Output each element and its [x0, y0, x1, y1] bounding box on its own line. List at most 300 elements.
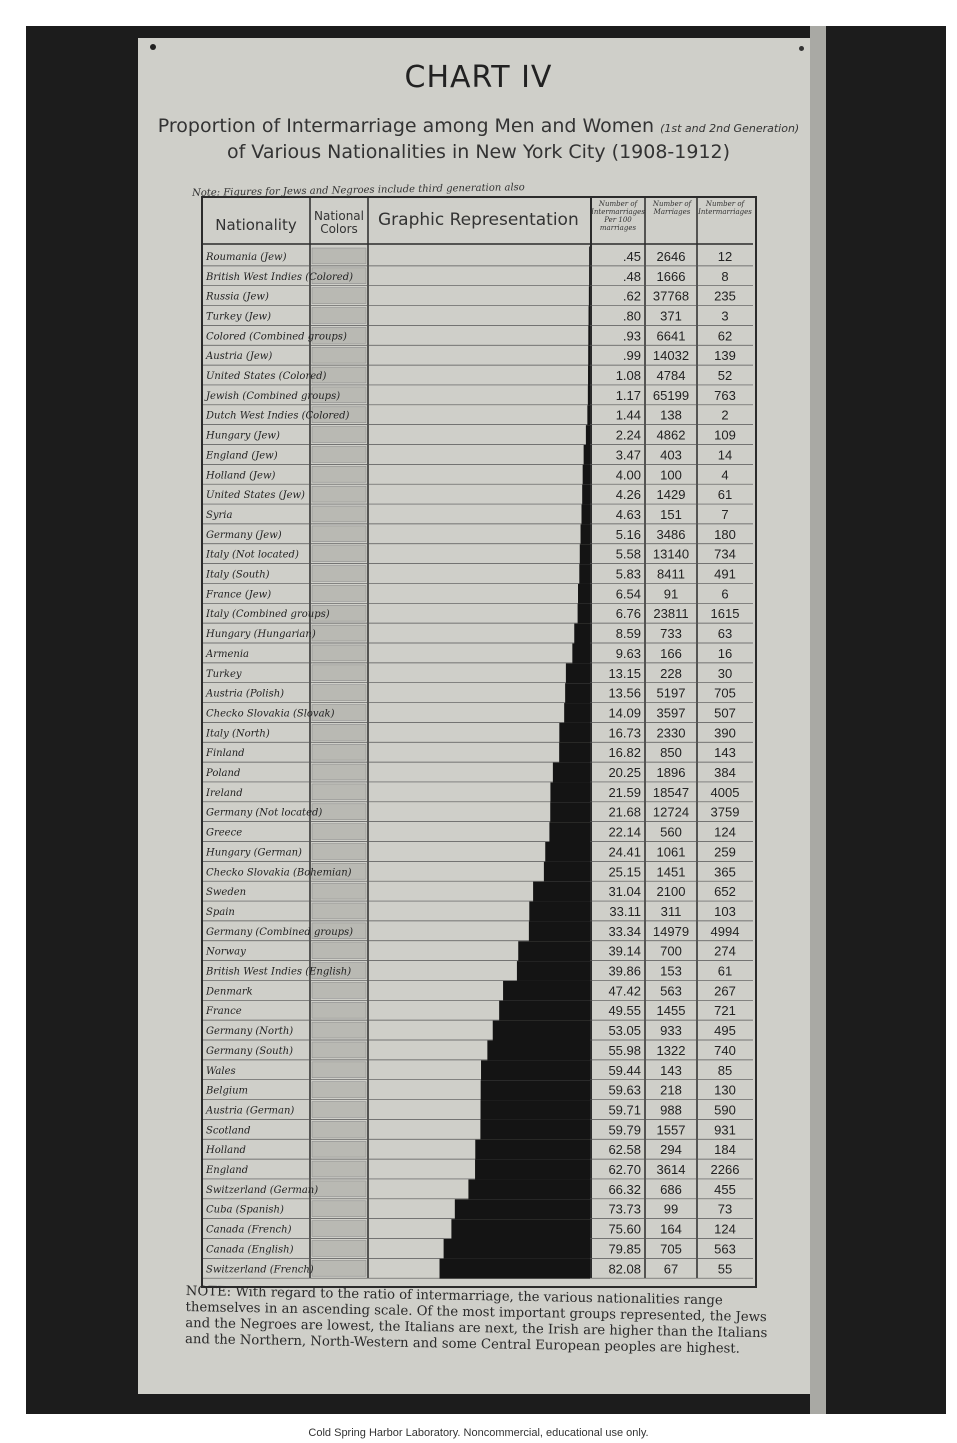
category-label: Italy (Not located)	[206, 549, 299, 561]
value-intermarriages: 109	[714, 427, 736, 443]
value-intermarriages: 85	[717, 1062, 733, 1078]
category-label: Germany (Combined groups)	[206, 926, 354, 938]
category-label: Austria (German)	[206, 1105, 295, 1117]
value-marriages: 151	[660, 506, 682, 522]
bar	[572, 644, 590, 664]
category-label: Russia (Jew)	[206, 291, 269, 303]
category-label: British West Indies (Colored)	[206, 271, 354, 283]
value-marriages: 4784	[656, 368, 686, 384]
category-label: Hungary (German)	[206, 847, 302, 859]
category-label: Armenia	[206, 648, 250, 660]
value-marriages: 2330	[656, 725, 686, 741]
value-marriages: 1896	[656, 765, 686, 781]
bar	[566, 663, 590, 683]
bar	[481, 1100, 590, 1120]
flag-swatch	[312, 288, 366, 304]
value-intermarriage-rate: 5.58	[615, 546, 641, 562]
bar	[582, 505, 590, 525]
bar	[455, 1199, 590, 1219]
value-marriages: 3486	[656, 526, 686, 542]
header-nationality: Nationality	[215, 216, 297, 234]
flag-swatch	[312, 447, 366, 463]
category-label: Scotland	[206, 1125, 251, 1137]
flag-swatch	[312, 685, 366, 701]
bar	[481, 1060, 590, 1080]
flag-swatch	[312, 824, 366, 840]
category-label: France (Jew)	[206, 589, 272, 601]
value-intermarriages: 130	[714, 1082, 736, 1098]
value-marriages: 8411	[657, 566, 685, 582]
category-label: Austria (Jew)	[206, 351, 273, 363]
category-label: Greece	[206, 827, 243, 839]
bar	[588, 326, 590, 346]
bar	[493, 1021, 590, 1041]
flag-swatch	[312, 1082, 366, 1098]
value-intermarriage-rate: 13.15	[608, 665, 641, 681]
value-intermarriage-rate: 47.42	[608, 983, 641, 999]
value-intermarriages: 652	[714, 884, 736, 900]
value-intermarriage-rate: 6.54	[615, 586, 641, 602]
category-label: Holland	[206, 1145, 246, 1157]
value-marriages: 4862	[656, 427, 686, 443]
category-label: Italy (Combined groups)	[206, 609, 330, 621]
value-intermarriages: 63	[717, 626, 733, 642]
value-intermarriages: 6	[721, 586, 729, 602]
value-intermarriage-rate: 13.56	[608, 685, 641, 701]
value-intermarriages: 3759	[710, 804, 740, 820]
value-marriages: 14979	[652, 923, 690, 939]
bar	[550, 802, 590, 822]
value-marriages: 294	[660, 1142, 682, 1158]
value-intermarriages: 143	[714, 745, 736, 761]
bar	[487, 1041, 590, 1061]
value-marriages: 733	[660, 626, 682, 642]
bar	[582, 485, 590, 505]
category-label: Canada (French)	[206, 1224, 292, 1236]
flag-swatch	[312, 1181, 366, 1197]
bar	[584, 445, 590, 465]
category-label: Colored (Combined groups)	[206, 331, 347, 343]
bar	[545, 842, 590, 862]
flag-swatch	[312, 1201, 366, 1217]
value-intermarriage-rate: .62	[622, 288, 641, 304]
value-intermarriage-rate: .80	[622, 308, 641, 324]
bar	[578, 604, 590, 624]
value-intermarriage-rate: 39.14	[608, 943, 641, 959]
value-intermarriage-rate: 21.59	[608, 784, 641, 800]
value-intermarriages: 740	[714, 1042, 736, 1058]
value-marriages: 228	[660, 665, 682, 681]
category-label: Germany (Not located)	[206, 807, 323, 819]
value-intermarriage-rate: 6.76	[615, 606, 641, 622]
value-intermarriages: 30	[717, 665, 733, 681]
value-intermarriage-rate: 4.00	[615, 467, 641, 483]
category-label: France	[206, 1006, 242, 1018]
value-intermarriages: 3	[721, 308, 729, 324]
category-label: Austria (Polish)	[206, 688, 285, 700]
value-intermarriage-rate: 59.79	[608, 1122, 641, 1138]
value-marriages: 6641	[656, 328, 686, 344]
flag-swatch	[312, 308, 366, 324]
flag-swatch	[312, 1042, 366, 1058]
value-marriages: 1322	[656, 1042, 686, 1058]
value-intermarriages: 705	[714, 685, 736, 701]
category-label: Jewish (Combined groups)	[206, 390, 341, 402]
value-marriages: 1455	[656, 1003, 686, 1019]
category-label: Finland	[206, 748, 245, 760]
flag-swatch	[312, 764, 366, 780]
category-label: Roumania (Jew)	[206, 251, 287, 263]
flag-swatch	[312, 1161, 366, 1177]
category-label: Ireland	[206, 787, 243, 799]
flag-swatch	[312, 486, 366, 502]
flag-swatch	[312, 744, 366, 760]
value-marriages: 933	[660, 1023, 682, 1039]
bar	[475, 1140, 590, 1160]
bar	[588, 366, 590, 386]
value-marriages: 403	[660, 447, 682, 463]
category-label: Germany (Jew)	[206, 529, 282, 541]
category-label: Checko Slovakia (Bohemian)	[206, 867, 352, 879]
flag-swatch	[312, 1241, 366, 1257]
category-label: British West Indies (English)	[206, 966, 352, 978]
bar	[586, 425, 590, 445]
value-intermarriages: 931	[714, 1122, 736, 1138]
value-intermarriage-rate: 33.11	[609, 903, 641, 919]
value-intermarriage-rate: 4.63	[615, 506, 641, 522]
flag-swatch	[312, 526, 366, 542]
bar	[559, 743, 590, 763]
flag-swatch	[312, 844, 366, 860]
header-number-of-marriages: Number of Marriages	[652, 200, 692, 216]
value-marriages: 3614	[656, 1162, 686, 1178]
value-intermarriage-rate: 82.08	[608, 1261, 641, 1277]
category-label: Turkey (Jew)	[206, 311, 271, 323]
flag-swatch	[312, 943, 366, 959]
bar	[517, 961, 590, 981]
value-intermarriages: 384	[714, 765, 736, 781]
value-intermarriages: 14	[717, 447, 733, 463]
value-intermarriages: 4994	[710, 923, 740, 939]
value-intermarriages: 259	[714, 844, 736, 860]
value-intermarriage-rate: 59.71	[608, 1102, 641, 1118]
category-label: Turkey	[206, 668, 242, 680]
category-label: Italy (South)	[206, 569, 270, 581]
value-marriages: 13140	[652, 546, 690, 562]
value-intermarriages: 495	[714, 1023, 736, 1039]
flag-swatch	[312, 248, 366, 264]
value-intermarriages: 734	[714, 546, 736, 562]
bar	[581, 524, 590, 544]
category-label: United States (Jew)	[206, 490, 305, 502]
note-bottom: NOTE: With regard to the ratio of intermarriage, the various nationalities range themselves in an ascending scale. Of the most important groups represented, the Jews and the Negroes are lowest, the Italians are next, the Irish are higher than the Italians and the Northern, North-Western and some Central European peoples are highest.	[184, 1284, 768, 1357]
bar	[579, 564, 590, 584]
category-label: Hungary (Hungarian)	[206, 629, 316, 641]
bar	[564, 703, 590, 723]
flag-swatch	[312, 1002, 366, 1018]
bar	[589, 306, 590, 326]
bar	[503, 981, 590, 1001]
value-marriages: 138	[660, 407, 682, 423]
category-label: England	[206, 1165, 249, 1177]
header-intermarriages-per-100: Number of Intermarriages Per 100 marriages	[591, 200, 645, 232]
flag-swatch	[312, 625, 366, 641]
flag-swatch	[312, 546, 366, 562]
category-label: Switzerland (French)	[206, 1264, 314, 1276]
category-label: Hungary (Jew)	[206, 430, 280, 442]
value-intermarriage-rate: 25.15	[608, 864, 641, 880]
value-intermarriages: 73	[717, 1201, 733, 1217]
value-marriages: 3597	[656, 705, 686, 721]
bar	[480, 1120, 590, 1140]
value-marriages: 37768	[652, 288, 690, 304]
value-intermarriages: 55	[717, 1261, 733, 1277]
category-label: Norway	[206, 946, 246, 958]
value-intermarriage-rate: 59.63	[608, 1082, 641, 1098]
value-marriages: 5197	[656, 685, 686, 701]
value-intermarriages: 274	[714, 943, 736, 959]
value-intermarriage-rate: 4.26	[615, 487, 641, 503]
bar	[529, 921, 590, 941]
value-intermarriage-rate: 59.44	[608, 1062, 641, 1078]
bar	[565, 683, 590, 703]
value-intermarriages: 52	[717, 368, 733, 384]
value-intermarriages: 2	[721, 407, 729, 423]
category-label: Cuba (Spanish)	[206, 1204, 284, 1216]
flag-swatch	[312, 1260, 366, 1276]
value-intermarriage-rate: 14.09	[608, 705, 641, 721]
value-marriages: 99	[663, 1201, 679, 1217]
flag-swatch	[312, 466, 366, 482]
flag-swatch	[312, 1221, 366, 1237]
value-intermarriage-rate: 8.59	[615, 626, 641, 642]
value-marriages: 23811	[653, 606, 689, 622]
value-marriages: 1666	[656, 268, 686, 284]
value-intermarriage-rate: 22.14	[608, 824, 641, 840]
value-intermarriage-rate: 2.24	[615, 427, 641, 443]
bar	[440, 1259, 590, 1279]
value-intermarriage-rate: .48	[622, 268, 641, 284]
value-intermarriages: 365	[714, 864, 736, 880]
bar	[451, 1219, 590, 1239]
value-intermarriages: 103	[714, 903, 736, 919]
category-label: Spain	[206, 906, 235, 918]
value-intermarriage-rate: 31.04	[608, 884, 641, 900]
flag-swatch	[312, 903, 366, 919]
flag-swatch	[312, 347, 366, 363]
value-marriages: 153	[660, 963, 682, 979]
value-intermarriage-rate: 66.32	[608, 1181, 641, 1197]
value-intermarriages: 139	[714, 348, 736, 364]
value-intermarriage-rate: 5.83	[615, 566, 641, 582]
value-intermarriage-rate: .93	[622, 328, 641, 344]
value-marriages: 705	[660, 1241, 682, 1257]
value-marriages: 2100	[656, 884, 686, 900]
flag-swatch	[312, 1141, 366, 1157]
value-marriages: 1429	[656, 487, 686, 503]
value-intermarriage-rate: 5.16	[615, 526, 641, 542]
value-marriages: 371	[660, 308, 682, 324]
value-marriages: 18547	[652, 784, 690, 800]
bar	[580, 544, 590, 564]
flag-swatch	[312, 585, 366, 601]
value-intermarriage-rate: 49.55	[608, 1003, 641, 1019]
value-intermarriage-rate: 75.60	[608, 1221, 641, 1237]
value-intermarriage-rate: 53.05	[608, 1023, 641, 1039]
value-intermarriage-rate: 73.73	[608, 1201, 641, 1217]
category-label: Poland	[206, 768, 241, 780]
bar	[587, 405, 590, 425]
subtitle-generation-note: (1st and 2nd Generation)	[660, 122, 800, 135]
header-graphic-representation: Graphic Representation	[378, 210, 579, 230]
value-intermarriages: 563	[714, 1241, 736, 1257]
value-intermarriage-rate: 9.63	[615, 645, 641, 661]
value-marriages: 67	[663, 1261, 679, 1277]
value-intermarriage-rate: 16.73	[608, 725, 641, 741]
flag-swatch	[312, 566, 366, 582]
category-label: England (Jew)	[206, 450, 278, 462]
value-intermarriage-rate: 1.17	[615, 387, 641, 403]
value-intermarriages: 507	[714, 705, 736, 721]
bar	[533, 882, 590, 902]
value-marriages: 1451	[656, 864, 686, 880]
category-label: United States (Colored)	[206, 371, 327, 383]
subtitle-main: Proportion of Intermarriage among Men and Women	[157, 115, 655, 137]
value-intermarriages: 235	[714, 288, 736, 304]
flag-swatch	[312, 982, 366, 998]
bar	[468, 1179, 590, 1199]
value-intermarriages: 180	[714, 526, 736, 542]
value-marriages: 560	[660, 824, 682, 840]
value-intermarriages: 267	[714, 983, 736, 999]
flag-swatch	[312, 645, 366, 661]
value-intermarriages: 7	[721, 506, 729, 522]
flag-swatch	[312, 427, 366, 443]
value-intermarriages: 390	[714, 725, 736, 741]
credit-line: Cold Spring Harbor Laboratory. Noncommercial, educational use only.	[308, 1427, 649, 1439]
value-intermarriage-rate: 55.98	[608, 1042, 641, 1058]
category-label: Canada (English)	[206, 1244, 294, 1256]
flag-swatch	[312, 724, 366, 740]
header-national-colors: National Colors	[313, 209, 364, 236]
value-marriages: 988	[660, 1102, 682, 1118]
bar	[499, 1001, 590, 1021]
category-label: Checko Slovakia (Slovak)	[206, 708, 335, 720]
value-intermarriages: 12	[717, 248, 733, 264]
bar	[475, 1160, 590, 1180]
category-label: Syria	[206, 509, 233, 521]
flag-swatch	[312, 1062, 366, 1078]
value-intermarriages: 124	[714, 824, 736, 840]
flag-swatch	[312, 1102, 366, 1118]
value-intermarriages: 61	[717, 487, 733, 503]
value-intermarriage-rate: 62.58	[608, 1142, 641, 1158]
value-marriages: 12724	[652, 804, 690, 820]
value-marriages: 100	[660, 467, 682, 483]
value-marriages: 1557	[656, 1122, 686, 1138]
value-intermarriages: 62	[717, 328, 733, 344]
chart-heading: CHART IV	[404, 60, 553, 95]
bar	[553, 763, 590, 783]
category-label: Italy (North)	[206, 728, 270, 740]
value-intermarriages: 184	[714, 1142, 736, 1158]
value-marriages: 2646	[656, 248, 686, 264]
value-intermarriages: 4005	[710, 784, 740, 800]
value-intermarriage-rate: 3.47	[615, 447, 641, 463]
value-intermarriages: 455	[714, 1181, 736, 1197]
value-intermarriage-rate: 33.34	[608, 923, 641, 939]
bar	[559, 723, 590, 743]
flag-swatch	[312, 883, 366, 899]
value-marriages: 164	[660, 1221, 682, 1237]
category-label: Holland (Jew)	[206, 470, 276, 482]
value-intermarriage-rate: .99	[622, 348, 641, 364]
value-intermarriages: 4	[721, 467, 729, 483]
bar	[583, 465, 590, 485]
bar	[589, 286, 590, 306]
bar	[589, 266, 590, 286]
bar	[588, 385, 590, 405]
value-intermarriage-rate: .45	[622, 248, 641, 264]
bar	[518, 941, 590, 961]
value-marriages: 218	[660, 1082, 682, 1098]
value-intermarriages: 721	[714, 1003, 736, 1019]
value-marriages: 143	[660, 1062, 682, 1078]
value-marriages: 311	[660, 903, 682, 919]
value-intermarriage-rate: 1.08	[615, 368, 641, 384]
value-marriages: 14032	[652, 348, 690, 364]
flag-swatch	[312, 1121, 366, 1137]
value-intermarriage-rate: 1.44	[615, 407, 641, 423]
value-marriages: 850	[660, 745, 682, 761]
category-label: Belgium	[206, 1085, 248, 1097]
bar	[481, 1080, 590, 1100]
value-intermarriages: 8	[721, 268, 729, 284]
category-label: Switzerland (German)	[206, 1184, 319, 1196]
bar	[529, 902, 590, 922]
value-marriages: 166	[660, 645, 682, 661]
bar	[444, 1239, 590, 1259]
bar	[544, 862, 590, 882]
value-marriages: 686	[660, 1181, 682, 1197]
value-intermarriage-rate: 39.86	[608, 963, 641, 979]
category-label: Dutch West Indies (Colored)	[206, 410, 350, 422]
category-label: Denmark	[206, 986, 253, 998]
value-intermarriage-rate: 20.25	[608, 765, 641, 781]
value-marriages: 91	[663, 586, 679, 602]
value-intermarriage-rate: 24.41	[608, 844, 641, 860]
value-intermarriages: 1615	[710, 606, 740, 622]
value-marriages: 65199	[652, 387, 690, 403]
category-label: Germany (South)	[206, 1045, 293, 1057]
value-marriages: 1061	[656, 844, 686, 860]
header-number-of-intermarriages: Number of Intermarriages	[698, 200, 752, 216]
value-intermarriage-rate: 21.68	[608, 804, 641, 820]
value-intermarriages: 763	[714, 387, 736, 403]
category-label: Germany (North)	[206, 1026, 294, 1038]
value-intermarriages: 124	[714, 1221, 736, 1237]
bar	[578, 584, 590, 604]
value-intermarriages: 590	[714, 1102, 736, 1118]
value-intermarriage-rate: 79.85	[608, 1241, 641, 1257]
bar	[549, 822, 590, 842]
flag-swatch	[312, 665, 366, 681]
value-intermarriages: 61	[717, 963, 733, 979]
value-intermarriage-rate: 62.70	[608, 1162, 641, 1178]
category-label: Wales	[206, 1065, 236, 1077]
bar	[574, 624, 590, 644]
bar	[588, 346, 590, 366]
